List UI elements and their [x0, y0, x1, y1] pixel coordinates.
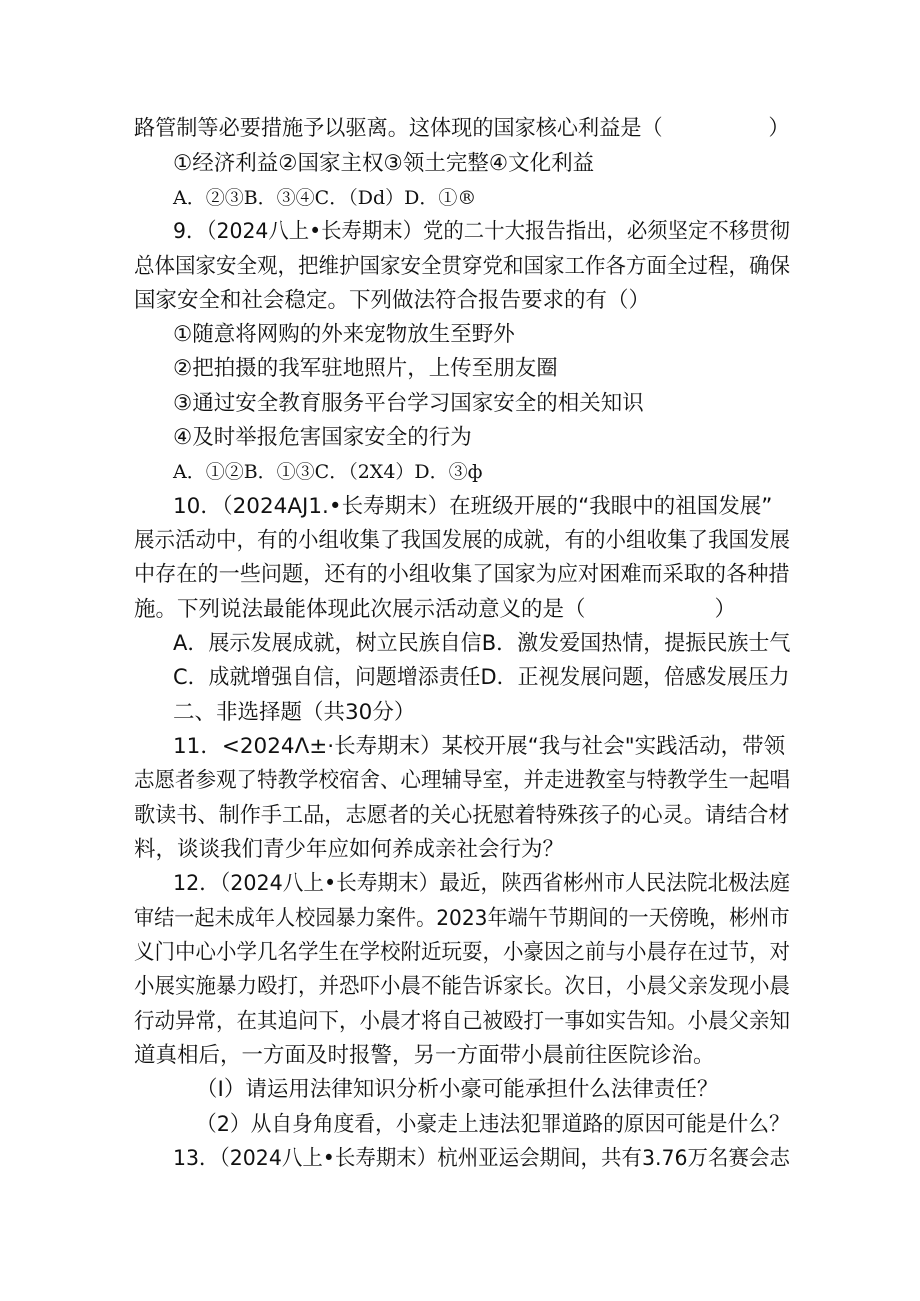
text-line: 审结一起未成年人校园暴力案件。2023年端午节期间的一天傍晚，彬州市 [134, 906, 790, 931]
answer-choices: A．①②B．①③C．（2X4）D．③ф [173, 461, 483, 483]
option-line: ①随意将网购的外来宠物放生至野外 [173, 322, 515, 347]
text-line: 施。下列说法最能体现此次展示活动意义的是（ ） [134, 597, 737, 622]
text-line: 歌读书、制作手工品，志愿者的关心抚慰着特殊孩子的心灵。请结合材 [134, 803, 790, 828]
text-line: 行动异常，在其追问下，小晨才将自己被殴打一事如实告知。小晨父亲知 [134, 1009, 791, 1034]
question-9: 9．（2024八上•长寿期末）党的二十大报告指出，必须坚定不移贯彻 [173, 219, 790, 244]
question-10: 10．（2024AJ1.•长寿期末）在班级开展的“我眼中的祖国发展” [173, 494, 773, 519]
text-line: 义门中心小学几名学生在学校附近玩耍，小豪因之前与小晨存在过节，对 [134, 940, 791, 965]
sub-question-1: （I）请运用法律知识分析小豪可能承担什么法律责任？ [196, 1077, 719, 1102]
text-line: 国家安全和社会稳定。下列做法符合报告要求的有（） [134, 288, 651, 313]
option-line: ④及时举报危害国家安全的行为 [173, 425, 472, 450]
option-line: ③通过安全教育服务平台学习国家安全的相关知识 [173, 391, 644, 416]
question-12: 12．（2024八上•长寿期末）最近，陕西省彬州市人民法院北极法庭 [173, 871, 791, 896]
text-line: 展示活动中，有的小组收集了我国发展的成就，有的小组收集了我国发展 [134, 528, 791, 553]
option-line: ①经济利益②国家主权③领土完整④文化利益 [173, 151, 595, 176]
answer-choices: A．展示发展成就，树立民族自信B．激发爱国热情，提振民族士气 [173, 631, 791, 656]
text-line: 中存在的一些问题，还有的小组收集了国家为应对困难而采取的各种措 [134, 562, 790, 587]
sub-question-2: （2）从自身角度看，小豪走上违法犯罪道路的原因可能是什么？ [196, 1112, 790, 1137]
question-11: 11．<2024Λ±·长寿期末）某校开展“我与社会"实践活动，带领 [173, 734, 786, 759]
answer-choices: A．②③B．③④C．（Dd）D．①® [173, 187, 477, 209]
text-line: 总体国家安全观，把维护国家安全贯穿党和国家工作各方面全过程，确保 [134, 254, 791, 279]
text-line: 志愿者参观了特教学校宿舍、心理辅导室，并走进教室与特教学生一起唱 [134, 768, 791, 793]
answer-choices: C．成就增强自信，问题增添责任D．正视发展问题，倍感发展压力 [173, 665, 790, 690]
option-line: ②把拍摄的我军驻地照片，上传至朋友圈 [173, 356, 558, 381]
text-line: 小展实施暴力殴打，并恐吓小晨不能告诉家长。次日，小晨父亲发现小晨 [134, 974, 791, 999]
text-line: 道真相后，一方面及时报警，另一方面带小晨前往医院诊治。 [134, 1043, 715, 1068]
question-13: 13．（2024八上•长寿期末）杭州亚运会期间，共有3.76万名赛会志 [173, 1146, 790, 1171]
section-heading: 二、非选择题（共30分） [173, 700, 416, 725]
text-line: 路管制等必要措施予以驱离。这体现的国家核心利益是（ ） [134, 116, 790, 141]
text-line: 料，谈谈我们青少年应如何养成亲社会行为？ [134, 837, 565, 862]
